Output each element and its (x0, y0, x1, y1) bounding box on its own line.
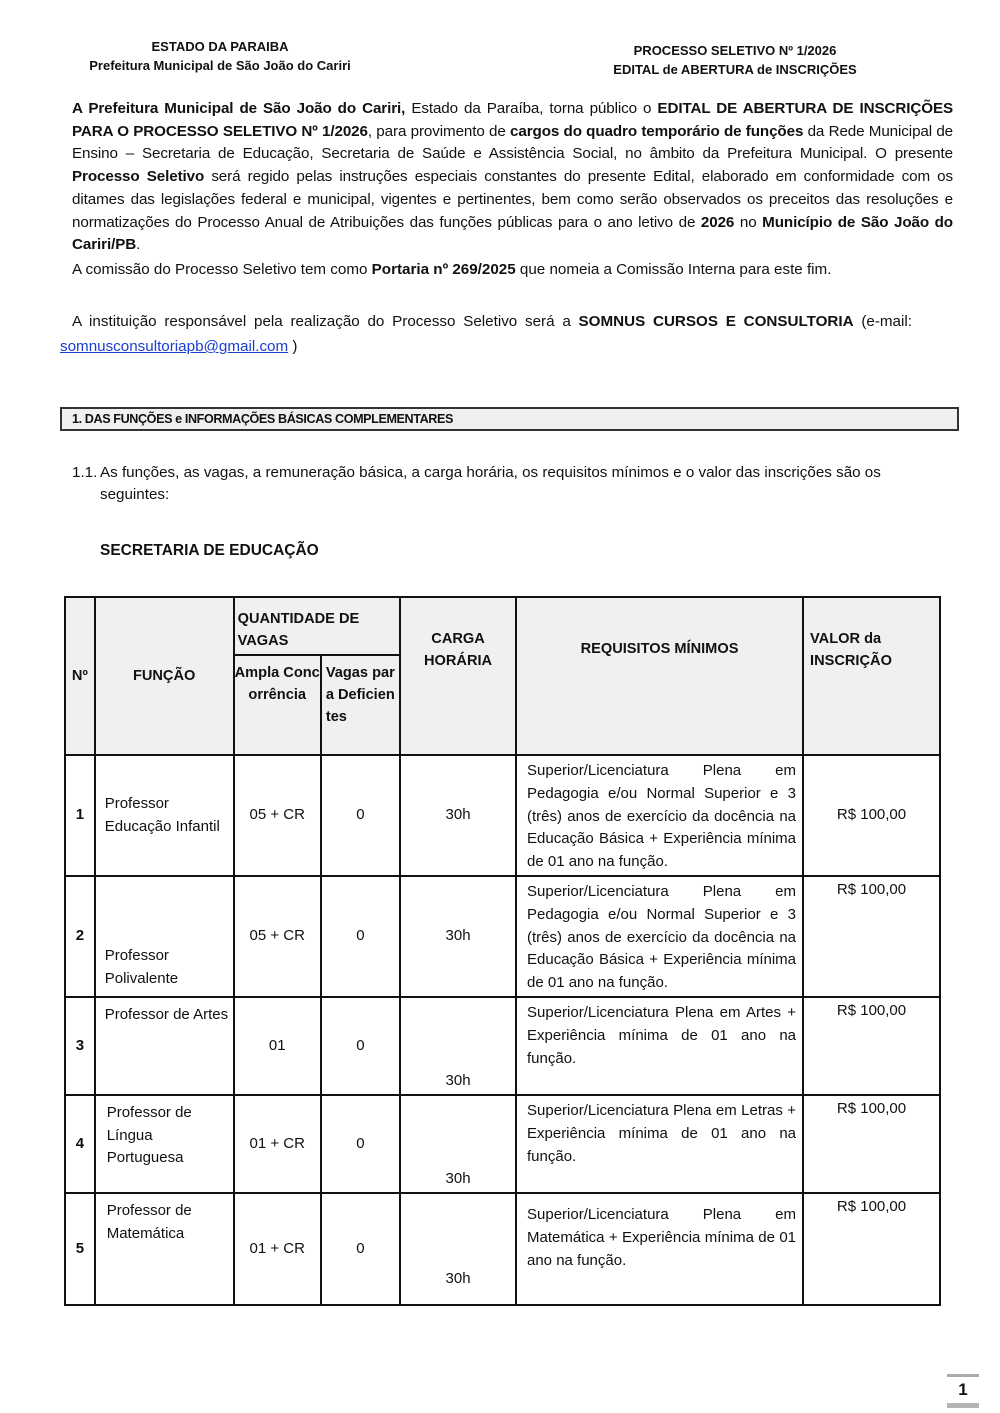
row-funcao: Professor de Artes (95, 997, 234, 1095)
row-funcao: Professor de Matemática (95, 1193, 234, 1305)
institution-post: ) (288, 338, 298, 355)
institution-mid: (e-mail: (853, 313, 912, 330)
commission-portaria: Portaria nº 269/2025 (371, 261, 516, 278)
table-row (65, 755, 940, 876)
row-valor: R$ 100,00 (803, 755, 940, 876)
edital-title: EDITAL de ABERTURA de INSCRIÇÕES (613, 62, 857, 77)
intro-paragraph (72, 98, 953, 257)
row-no: 2 (65, 876, 95, 997)
header-quantidade: QUANTIDADE DE VAGAS (234, 597, 400, 655)
row-carga: 30h (400, 755, 516, 876)
table-row (65, 1193, 940, 1305)
row-ampla: 05 + CR (234, 755, 321, 876)
item-text-line1: As funções, as vagas, a remuneração básica, a carga horária, os requisitos mínimos e o valor das inscrições são os (100, 464, 881, 481)
row-ampla: 05 + CR (234, 876, 321, 997)
row-no: 1 (65, 755, 95, 876)
row-requisitos: Superior/Licenciatura Plena em Pedagogia e/ou Normal Superior e 3 (três) anos de exercício da docência na Educação Básica + Experiência mínima de 01 ano na função. (516, 755, 803, 876)
intro-bold-11: Município de São João do Cariri/PB (72, 213, 953, 254)
item-1-1 (72, 462, 952, 506)
row-funcao: Professor Educação Infantil (95, 755, 234, 876)
row-deficientes: 0 (321, 876, 400, 997)
row-carga: 30h (400, 1193, 516, 1305)
row-carga: 30h (400, 1095, 516, 1193)
institution-paragraph (60, 309, 912, 359)
intro-text-2: Estado da Paraíba, torna público o (405, 100, 658, 117)
row-requisitos: Superior/Licenciatura Plena em Pedagogia e/ou Normal Superior e 3 (três) anos de exercício da docência na Educação Básica + Experiência mínima de 01 ano na função. (516, 876, 803, 997)
row-ampla: 01 + CR (234, 1095, 321, 1193)
row-valor: R$ 100,00 (803, 1095, 940, 1193)
header-carga: CARGA HORÁRIA (400, 597, 516, 755)
item-text-line2: seguintes: (100, 486, 170, 503)
institution-pre: A instituição responsável pela realização do Processo Seletivo será a (72, 313, 579, 330)
row-requisitos: Superior/Licenciatura Plena em Artes + Experiência mínima de 01 ano na função. (516, 997, 803, 1095)
row-deficientes: 0 (321, 1095, 400, 1193)
intro-bold-3: EDITAL DE ABERTURA DE INSCRIÇÕES PARA O PROCESSO SELETIVO Nº 1/2026 (72, 100, 954, 140)
table-row (65, 876, 940, 997)
page-number-bottom-rule (947, 1403, 979, 1408)
header-ampla: Ampla Concorrência (234, 655, 321, 755)
row-requisitos: Superior/Licenciatura Plena em Letras + Experiência mínima de 01 ano na função. (516, 1095, 803, 1193)
commission-post: que nomeia a Comissão Interna para este fim. (515, 261, 832, 278)
header-valor: VALOR da INSCRIÇÃO (803, 597, 940, 755)
process-title: PROCESSO SELETIVO Nº 1/2026 (633, 43, 837, 58)
row-valor: R$ 100,00 (803, 1193, 940, 1305)
row-ampla: 01 + CR (234, 1193, 321, 1305)
row-ampla: 01 (234, 997, 321, 1095)
row-carga: 30h (400, 876, 516, 997)
section-heading: 1. DAS FUNÇÕES e INFORMAÇÕES BÁSICAS COMPLEMENTARES (60, 407, 959, 431)
header-left (60, 37, 380, 75)
email-link[interactable]: somnusconsultoriapb@gmail.com (60, 338, 289, 355)
row-requisitos: Superior/Licenciatura Plena em Matemática + Experiência mínima de 01 ano na função. (516, 1193, 803, 1305)
commission-pre: A comissão do Processo Seletivo tem como (72, 261, 372, 278)
table-row (65, 997, 940, 1095)
intro-text-8: será regido pelas instruções especiais constantes do presente Edital, elaborado em conformidade com os ditames das legislações federal e municipal, vigentes e pertinentes, bem como serão observados os preceitos das resoluções e normatizações do Processo Anual de Atribuições das funções públicas para o ano letivo de (72, 168, 953, 231)
row-no: 3 (65, 997, 95, 1095)
page-number-top-rule (947, 1374, 979, 1377)
intro-bold-1: A Prefeitura Municipal de São João do Cariri, (72, 100, 406, 117)
municipality-name: Prefeitura Municipal de São João do Cariri (89, 58, 351, 73)
intro-text-12: . (136, 236, 141, 254)
intro-text-6: da Rede Municipal de Ensino – Secretaria de Educação, Secretaria de Saúde e Assistência Social, no âmbito da Prefeitura Municipal. O presente (72, 122, 954, 163)
page-number-value: 1 (958, 1380, 968, 1399)
header-no: Nº (65, 597, 95, 755)
row-no: 4 (65, 1095, 95, 1193)
row-valor: R$ 100,00 (803, 876, 940, 997)
intro-bold-9: 2026 (700, 213, 735, 231)
header-funcao: FUNÇÃO (95, 597, 234, 755)
row-valor: R$ 100,00 (803, 997, 940, 1095)
header-right (580, 41, 890, 79)
page-number (946, 1374, 980, 1408)
table-header-row (65, 597, 940, 655)
row-funcao: Professor Polivalente (95, 876, 234, 997)
row-carga: 30h (400, 997, 516, 1095)
header-deficientes: Vagas para Deficientes (321, 655, 400, 755)
row-no: 5 (65, 1193, 95, 1305)
functions-table (64, 596, 941, 1306)
intro-text-10: no (734, 213, 763, 231)
row-deficientes: 0 (321, 1193, 400, 1305)
state-name: ESTADO DA PARAIBA (151, 39, 289, 54)
row-deficientes: 0 (321, 997, 400, 1095)
row-deficientes: 0 (321, 755, 400, 876)
intro-bold-7: Processo Seletivo (72, 168, 205, 186)
intro-bold-5: cargos do quadro temporário de funções (510, 122, 804, 140)
subsection-title: SECRETARIA DE EDUCAÇÃO (100, 542, 319, 559)
institution-name: SOMNUS CURSOS E CONSULTORIA (578, 313, 854, 330)
row-funcao: Professor de Língua Portuguesa (95, 1095, 234, 1193)
item-number: 1.1. (72, 464, 98, 481)
header-requisitos: REQUISITOS MÍNIMOS (516, 597, 803, 755)
commission-paragraph (72, 259, 972, 281)
intro-text-4: , para provimento de (367, 122, 511, 140)
table-row (65, 1095, 940, 1193)
